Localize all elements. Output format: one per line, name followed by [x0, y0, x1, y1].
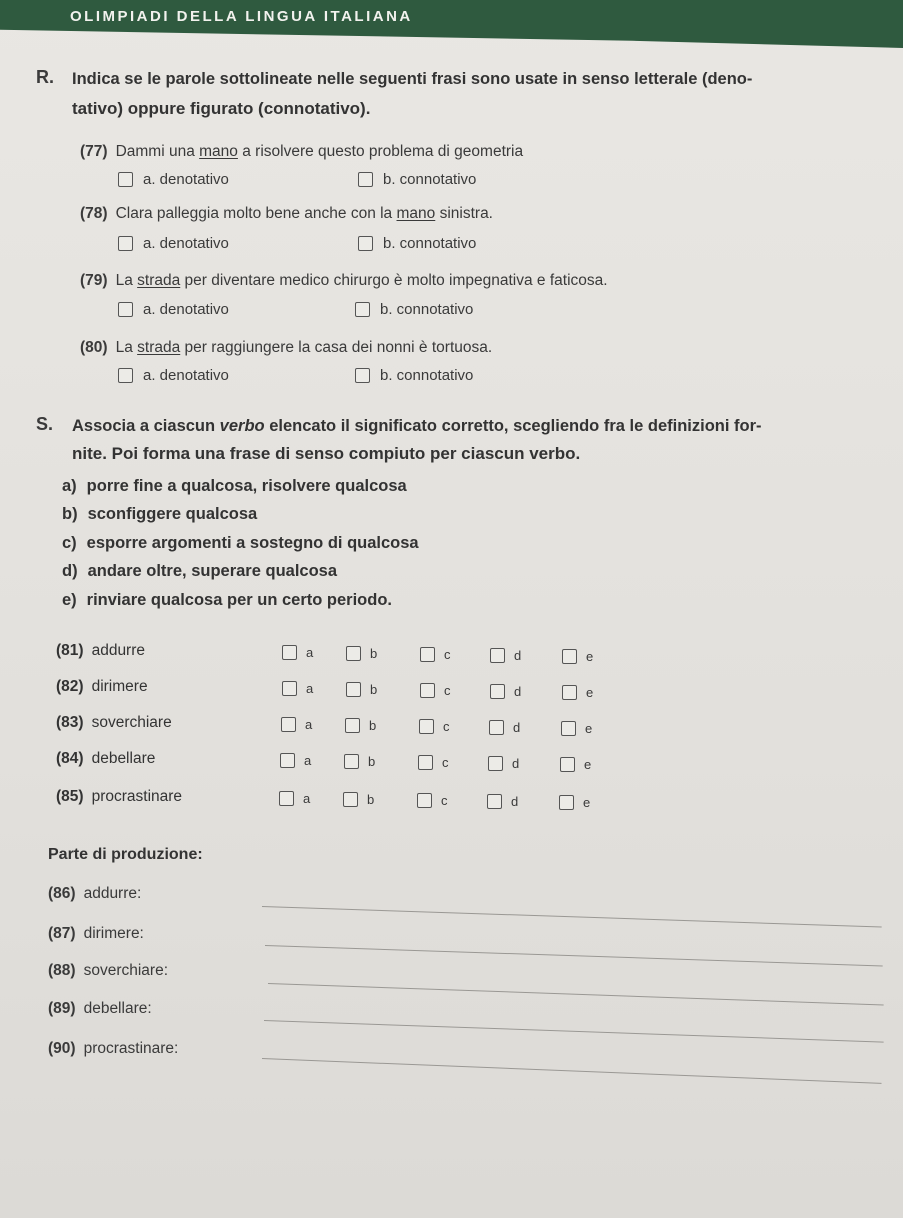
question-text-before: La: [115, 272, 138, 289]
verb-number: (84): [56, 750, 84, 767]
verb-row-label: [56, 750, 155, 768]
checkbox[interactable]: [562, 685, 577, 700]
production-item-89: [48, 1000, 152, 1018]
item-number: (90): [48, 1040, 76, 1057]
verb-row-label: [56, 788, 182, 806]
question-text-before: Clara palleggia molto bene anche con la: [115, 205, 397, 222]
question-77: [80, 143, 523, 161]
answer-line-90[interactable]: [262, 1058, 882, 1084]
verb-row-label: [56, 678, 148, 696]
question-number: (79): [80, 272, 108, 289]
option-77-a[interactable]: [118, 171, 229, 188]
checkbox[interactable]: [487, 794, 502, 809]
option-78-a[interactable]: [118, 235, 229, 252]
choice-letter: d: [512, 756, 520, 771]
verb-choice-c[interactable]: [419, 719, 450, 734]
question-78: [80, 205, 493, 223]
verb-choice-d[interactable]: [487, 794, 518, 809]
section-s-instruction-line2: nite. Poi forma una frase di senso compiuto per ciascun verbo.: [72, 444, 581, 463]
option-label: b. connotativo: [380, 301, 474, 318]
section-r-instruction-line1: Indica se le parole sottolineate nelle seguenti frasi sono usate in senso letterale (deno-: [72, 70, 753, 88]
question-text-after: per raggiungere la casa dei nonni è tortuosa.: [180, 339, 493, 356]
item-number: (89): [48, 1000, 76, 1017]
question-text-after: sinistra.: [435, 205, 493, 222]
instruction-text: elencato il significato corretto, scegliendo fra le definizioni for-: [264, 417, 762, 435]
choice-letter: b: [369, 718, 377, 733]
item-number: (86): [48, 885, 76, 902]
verb-choice-a[interactable]: [281, 717, 312, 732]
verb-choice-b[interactable]: [345, 718, 376, 733]
definition-text: esporre argomenti a sostegno di qualcosa: [86, 534, 419, 552]
verb-choice-c[interactable]: [420, 647, 451, 662]
definition-letter: c): [62, 534, 77, 552]
verb-choice-a[interactable]: [282, 681, 313, 696]
definition-letter: b): [62, 505, 78, 523]
definition-e: [62, 591, 392, 610]
section-s-instruction-line1: [72, 414, 762, 438]
checkbox[interactable]: [418, 755, 433, 770]
checkbox[interactable]: [358, 236, 373, 251]
option-label: a. denotativo: [143, 301, 229, 318]
verb-choice-d[interactable]: [488, 756, 519, 771]
checkbox[interactable]: [559, 795, 574, 810]
verb-word: addurre: [91, 642, 146, 659]
checkbox[interactable]: [281, 717, 296, 732]
item-label: addurre:: [83, 885, 142, 902]
section-s-letter: S.: [36, 414, 54, 434]
option-label: b. connotativo: [383, 171, 477, 188]
checkbox[interactable]: [420, 647, 435, 662]
verb-choice-e[interactable]: [560, 757, 591, 772]
question-number: (78): [80, 205, 108, 222]
section-r-letter: R.: [36, 67, 54, 87]
verb-choice-d[interactable]: [490, 684, 521, 699]
header-title: OLIMPIADI DELLA LINGUA ITALIANA: [70, 8, 413, 25]
option-label: b. connotativo: [380, 367, 474, 384]
definition-letter: e): [62, 591, 77, 609]
instruction-text: Associa a ciascun: [72, 417, 220, 435]
choice-letter: e: [586, 649, 594, 664]
checkbox[interactable]: [346, 682, 361, 697]
item-number: (87): [48, 925, 76, 942]
choice-letter: c: [444, 647, 451, 662]
option-label: a. denotativo: [143, 235, 229, 252]
checkbox[interactable]: [346, 646, 361, 661]
checkbox[interactable]: [417, 793, 432, 808]
answer-line-86[interactable]: [262, 906, 882, 928]
verb-choice-c[interactable]: [418, 755, 449, 770]
question-text-before: La: [115, 339, 138, 356]
choice-letter: d: [514, 648, 522, 663]
verb-number: (85): [56, 788, 84, 805]
verb-choice-b[interactable]: [344, 754, 375, 769]
choice-letter: e: [585, 721, 593, 736]
underlined-word: mano: [199, 143, 238, 160]
item-label: procrastinare:: [83, 1040, 179, 1057]
production-item-90: [48, 1040, 178, 1058]
question-80: [80, 339, 492, 357]
item-number: (88): [48, 962, 76, 979]
verb-choice-e[interactable]: [562, 649, 593, 664]
checkbox[interactable]: [118, 172, 133, 187]
definition-c: [62, 534, 419, 553]
checkbox[interactable]: [355, 368, 370, 383]
checkbox[interactable]: [343, 792, 358, 807]
verb-choice-e[interactable]: [559, 795, 590, 810]
option-80-b[interactable]: [355, 367, 473, 384]
checkbox[interactable]: [282, 681, 297, 696]
checkbox[interactable]: [358, 172, 373, 187]
choice-letter: c: [442, 755, 449, 770]
verb-number: (81): [56, 642, 84, 659]
choice-letter: e: [583, 795, 591, 810]
question-text-after: a risolvere questo problema di geometria: [237, 143, 524, 160]
verb-choice-c[interactable]: [417, 793, 448, 808]
choice-letter: d: [511, 794, 519, 809]
definition-d: [62, 562, 337, 581]
choice-letter: a: [306, 645, 314, 660]
instruction-italic-word: verbo: [219, 417, 265, 435]
production-item-86: [48, 885, 141, 903]
checkbox[interactable]: [490, 684, 505, 699]
checkbox[interactable]: [282, 645, 297, 660]
verb-choice-b[interactable]: [346, 646, 377, 661]
verb-choice-e[interactable]: [561, 721, 592, 736]
item-label: debellare:: [83, 1000, 152, 1017]
definition-letter: d): [62, 562, 78, 580]
option-77-b[interactable]: [358, 171, 476, 188]
choice-letter: a: [304, 753, 312, 768]
question-79: [80, 272, 608, 290]
checkbox[interactable]: [279, 791, 294, 806]
definition-text: porre fine a qualcosa, risolvere qualcosa: [86, 477, 407, 495]
answer-line-89[interactable]: [264, 1020, 884, 1043]
checkbox[interactable]: [118, 302, 133, 317]
choice-letter: b: [370, 646, 378, 661]
verb-choice-c[interactable]: [420, 683, 451, 698]
choice-letter: b: [368, 754, 376, 769]
choice-letter: d: [514, 684, 522, 699]
choice-letter: c: [443, 719, 450, 734]
verb-choice-a[interactable]: [280, 753, 311, 768]
choice-letter: b: [370, 682, 378, 697]
question-text-after: per diventare medico chirurgo è molto impegnativa e faticosa.: [180, 272, 608, 289]
checkbox[interactable]: [561, 721, 576, 736]
verb-word: dirimere: [91, 678, 148, 695]
verb-word: debellare: [91, 750, 156, 767]
option-78-b[interactable]: [358, 235, 476, 252]
verb-choice-a[interactable]: [282, 645, 313, 660]
option-label: b. connotativo: [383, 235, 477, 252]
checkbox[interactable]: [280, 753, 295, 768]
choice-letter: e: [584, 757, 592, 772]
verb-row-label: [56, 642, 145, 660]
checkbox[interactable]: [490, 648, 505, 663]
definition-b: [62, 505, 257, 524]
item-label: soverchiare:: [83, 962, 169, 979]
definition-text: sconfiggere qualcosa: [87, 505, 258, 523]
checkbox[interactable]: [562, 649, 577, 664]
verb-choice-b[interactable]: [346, 682, 377, 697]
checkbox[interactable]: [488, 756, 503, 771]
checkbox[interactable]: [345, 718, 360, 733]
option-label: a. denotativo: [143, 171, 229, 188]
option-79-b[interactable]: [355, 301, 473, 318]
choice-letter: e: [586, 685, 594, 700]
checkbox[interactable]: [118, 236, 133, 251]
question-number: (80): [80, 339, 108, 356]
verb-choice-d[interactable]: [489, 720, 520, 735]
question-text-before: Dammi una: [115, 143, 200, 160]
verb-choice-e[interactable]: [562, 685, 593, 700]
underlined-word: strada: [137, 339, 181, 356]
choice-letter: d: [513, 720, 521, 735]
item-label: dirimere:: [83, 925, 144, 942]
checkbox[interactable]: [419, 719, 434, 734]
question-number: (77): [80, 143, 108, 160]
checkbox[interactable]: [560, 757, 575, 772]
definition-letter: a): [62, 477, 77, 495]
verb-word: soverchiare: [91, 714, 172, 731]
verb-row-label: [56, 714, 172, 732]
option-79-a[interactable]: [118, 301, 229, 318]
definition-text: rinviare qualcosa per un certo periodo.: [86, 591, 393, 609]
production-item-88: [48, 962, 168, 980]
answer-line-87[interactable]: [265, 945, 883, 966]
option-80-a[interactable]: [118, 367, 229, 384]
verb-choice-a[interactable]: [279, 791, 310, 806]
underlined-word: mano: [396, 205, 436, 222]
underlined-word: strada: [137, 272, 181, 289]
verb-number: (82): [56, 678, 84, 695]
verb-choice-b[interactable]: [343, 792, 374, 807]
checkbox[interactable]: [344, 754, 359, 769]
definition-a: [62, 477, 407, 496]
verb-number: (83): [56, 714, 84, 731]
checkbox[interactable]: [420, 683, 435, 698]
choice-letter: c: [444, 683, 451, 698]
option-label: a. denotativo: [143, 367, 229, 384]
checkbox[interactable]: [355, 302, 370, 317]
choice-letter: b: [367, 792, 375, 807]
verb-word: procrastinare: [91, 788, 183, 805]
checkbox[interactable]: [118, 368, 133, 383]
choice-letter: a: [305, 717, 313, 732]
choice-letter: a: [306, 681, 314, 696]
definition-text: andare oltre, superare qualcosa: [87, 562, 338, 580]
section-r-instruction-line2: tativo) oppure figurato (connotativo).: [72, 99, 371, 118]
verb-choice-d[interactable]: [490, 648, 521, 663]
answer-line-88[interactable]: [268, 983, 884, 1005]
production-title: Parte di produzione:: [48, 846, 203, 863]
choice-letter: a: [303, 791, 311, 806]
production-item-87: [48, 925, 144, 943]
choice-letter: c: [441, 793, 448, 808]
checkbox[interactable]: [489, 720, 504, 735]
